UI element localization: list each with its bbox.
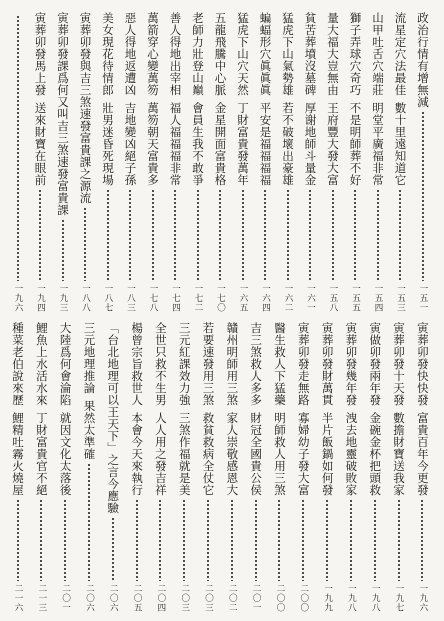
toc-block-top [8,12,432,312]
toc-entry [151,322,170,612]
page-number: 一五五 [350,283,361,312]
entry-subtitle: 就因文化太落後 [58,412,73,496]
toc-entry [32,322,51,612]
page-number: 一八八 [80,283,91,312]
entry-title: 醫生救人下猛藥 [272,322,287,406]
entry-subtitle: 丁財富貴官不絕 [34,412,49,496]
toc-entry [391,12,410,312]
entry-subtitle: 果然太準確 [82,400,97,460]
entry-title: 蝙蝠形穴眞眞眞 [258,12,273,96]
entry-title: 寅葬卯發課爲何又叫吉三煞速發富貴課 [56,12,70,216]
entry-subtitle: 吉地變凶絕子孫 [123,102,138,186]
leader-dots [112,517,114,581]
page-number: 一九六 [417,583,428,612]
entry-subtitle: 寡婦幼子發大富 [296,412,311,496]
entry-subtitle: 金碗金杯把頭救 [368,412,383,496]
toc-entry [79,322,98,612]
page-number: 二〇〇 [274,583,285,612]
toc-entry [246,322,265,612]
entry-subtitle: 福人福福福非常 [168,102,183,186]
toc-entry [98,12,117,312]
entry-subtitle: 王府豐大發大富 [326,102,340,186]
page-number: 二一六 [13,583,23,612]
entry-title: 三元紅課效力強 [177,322,192,406]
leader-dots [287,189,289,281]
page-number: 二〇五 [132,583,143,612]
entry-title: 猛虎下山穴天然 [236,12,250,96]
toc-entry [8,322,27,612]
page-number: 二〇〇 [298,583,309,612]
toc-entry [341,322,360,612]
entry-subtitle: 鯉精吐霧火燒屋 [11,412,25,496]
page-number: 一九七 [394,583,404,612]
leader-dots [197,189,199,281]
leader-dots [136,499,138,581]
entry-title: 獅子弄球穴奇巧 [348,12,363,96]
leader-dots [174,189,176,281]
page-number: 一八七 [103,283,113,312]
entry-subtitle: 救貧救病全仗它 [201,412,216,496]
entry-title: 寅葬卯發十天發 [392,322,406,406]
leader-dots [107,189,109,281]
leader-dots [17,15,19,281]
leader-dots [159,499,161,581]
leader-dots [421,499,423,581]
toc-entry [294,322,313,612]
page-number: 一九六 [13,283,23,312]
toc-entry [413,322,432,612]
toc-entry [76,12,95,312]
toc-entry [389,322,408,612]
entry-title: 老師力壯登山巔 [191,12,205,96]
entry-title: 贛州明師用三煞 [225,322,240,406]
page-number: 二〇六 [84,583,95,612]
leader-dots [231,499,233,581]
leader-dots [207,499,209,581]
page-number: 二〇六 [108,583,119,612]
entry-subtitle: 不是明師葬不好 [348,102,363,186]
entry-title: 種菜老伯說來歷 [11,322,25,406]
toc-entry [103,322,122,612]
leader-dots [39,189,41,281]
page-number: 二一三 [36,583,47,612]
entry-title: 寅葬卯發與吉三煞速發富貴課之源流 [78,12,93,204]
leader-dots [264,189,266,281]
leader-dots [64,499,66,581]
entry-subtitle: 會員生我不敢爭 [191,102,205,186]
toc-entry [301,12,320,312]
entry-title: 善人得地出宰相 [168,12,183,96]
page-number: 一八三 [125,283,136,312]
page-number: 一九九 [322,583,333,612]
leader-dots [377,189,379,281]
entry-title: 寅葬卯發馬上發 [33,12,48,96]
page-number: 一六四 [260,283,271,312]
leader-dots [399,189,401,281]
page-number: 一五八 [328,283,338,312]
entry-title: 楊曾宗旨救世人 [130,322,145,406]
entry-subtitle: 人人用之發吉祥 [153,412,168,496]
entry-title: 吉三煞救人多多 [249,322,264,406]
leader-dots [302,499,304,581]
toc-entry [413,12,432,312]
leader-dots [278,499,280,581]
entry-title: 美女現花待情郎 [101,12,115,96]
page-number: 二〇一 [60,583,71,612]
page-number: 一七四 [170,283,181,312]
leader-dots [398,499,400,581]
page-number: 一九三 [58,283,68,312]
entry-subtitle: 半片飯鍋如何發 [320,412,335,496]
leader-dots [152,189,154,281]
page-number: 一九四 [35,283,46,312]
page-number: 一九八 [370,583,381,612]
toc-entry [127,322,146,612]
leader-dots [40,499,42,581]
toc-entry [368,12,387,312]
toc-entry [56,322,75,612]
toc-entry [365,322,384,612]
page-number: 一五一 [418,283,428,312]
entry-subtitle: 厚谢地師斗量金 [303,102,318,186]
entry-title: 政治行情有增無減 [416,12,430,108]
page-number: 一五四 [373,283,383,312]
page-number: 一五三 [395,283,406,312]
entry-subtitle: 富貴百年今更發 [415,412,430,496]
entry-subtitle: 三煞作福就是美 [177,412,192,496]
leader-dots [350,499,352,581]
toc-entry [233,12,252,312]
entry-title: 萬箭穿心變萬笏 [146,12,160,96]
entry-title: 流星定穴法最佳 [393,12,408,96]
entry-subtitle: 數擔財寶送我家 [392,412,406,496]
toc-entry [143,12,162,312]
entry-subtitle: 送來財寶在眼前 [33,102,48,186]
entry-subtitle: 明師救人用三煞 [272,412,287,496]
entry-subtitle: 金星開面富貴格 [213,102,228,186]
entry-title: 三元地理推論 [82,322,97,394]
entry-subtitle: 家人崇敬感恩大 [225,412,240,496]
leader-dots [17,499,19,581]
leader-dots [84,207,86,281]
leader-dots [88,463,90,581]
toc-entry [121,12,140,312]
toc-entry [199,322,218,612]
entry-subtitle: 明堂平廣福非常 [371,102,385,186]
page-number: 一七八 [148,283,158,312]
toc-entry [270,322,289,612]
entry-title: 寅葬卯發財萬貫 [320,322,335,406]
page-number: 二〇三 [203,583,214,612]
toc-entry [8,12,27,312]
entry-subtitle: 萬笏朝天富貴多 [146,102,160,186]
toc-entry [346,12,365,312]
entry-title: 大陸爲何會淪陷 [58,322,73,406]
leader-dots [242,189,244,281]
toc-block-bottom [8,322,432,612]
toc-entry [278,12,297,312]
leader-dots [309,189,311,281]
page-number: 一六五 [238,283,248,312]
entry-subtitle: 洩去地靈破敗家 [344,412,359,496]
toc-entry [222,322,241,612]
page-number: 一七二 [193,283,203,312]
toc-entry [211,12,230,312]
entry-subtitle: 丁財富貴發萬年 [236,102,250,186]
entry-subtitle: 平安是福福福福 [258,102,273,186]
entry-subtitle: 財冠全國貴公侯 [249,412,264,496]
leader-dots [332,189,334,281]
toc-entry [256,12,275,312]
leader-dots [219,189,221,281]
toc-entry [31,12,50,312]
entry-title: 猛虎下山氣勢雄 [281,12,295,96]
page-number: 一六一 [305,283,316,312]
page-number: 一九八 [346,583,357,612]
entry-title: 「台北地理可以王天下」之言今應驗 [106,322,121,514]
toc-entry [166,12,185,312]
entry-title: 寅葬卯發幾年發 [344,322,359,406]
leader-dots [326,499,328,581]
entry-title: 五龍飛騰中心脈 [213,12,228,96]
page-number: 二〇一 [251,583,262,612]
entry-subtitle: 若不破壞出豪雄 [281,102,295,186]
entry-title: 寅做卯發兩年發 [368,322,383,406]
leader-dots [129,189,131,281]
entry-title: 貧苦葬墳沒墓碑 [303,12,318,96]
leader-dots [62,219,64,281]
leader-dots [255,499,257,581]
page-number: 一六二 [283,283,293,312]
toc-entry [188,12,207,312]
page-number: 二〇四 [155,583,166,612]
entry-subtitle: 數十里遠知道它 [393,102,408,186]
entry-title: 若要速發用三煞 [201,322,216,406]
toc-entry [175,322,194,612]
entry-title: 山甲吐舌穴端莊 [371,12,385,96]
leader-dots [354,189,356,281]
entry-subtitle: 本會今天來執行 [130,412,145,496]
entry-title: 全世只救不生男 [153,322,168,406]
entry-title: 鯉魚上水活水來 [34,322,49,406]
entry-title: 量大福大豈無由 [326,12,340,96]
toc-entry [318,322,337,612]
toc-entry [323,12,342,312]
entry-title: 惡人得地返遭凶 [123,12,138,96]
entry-title: 寅葬卯發走無路 [296,322,311,406]
page-number: 二〇三 [179,583,190,612]
page-number: 二〇二 [227,583,238,612]
entry-subtitle: 壯男迷昏死現場 [101,102,115,186]
leader-dots [183,499,185,581]
leader-dots [422,111,424,281]
toc-entry [53,12,72,312]
leader-dots [374,499,376,581]
page-number: 一七〇 [215,283,226,312]
entry-title: 寅葬卯發快快發 [415,322,430,406]
